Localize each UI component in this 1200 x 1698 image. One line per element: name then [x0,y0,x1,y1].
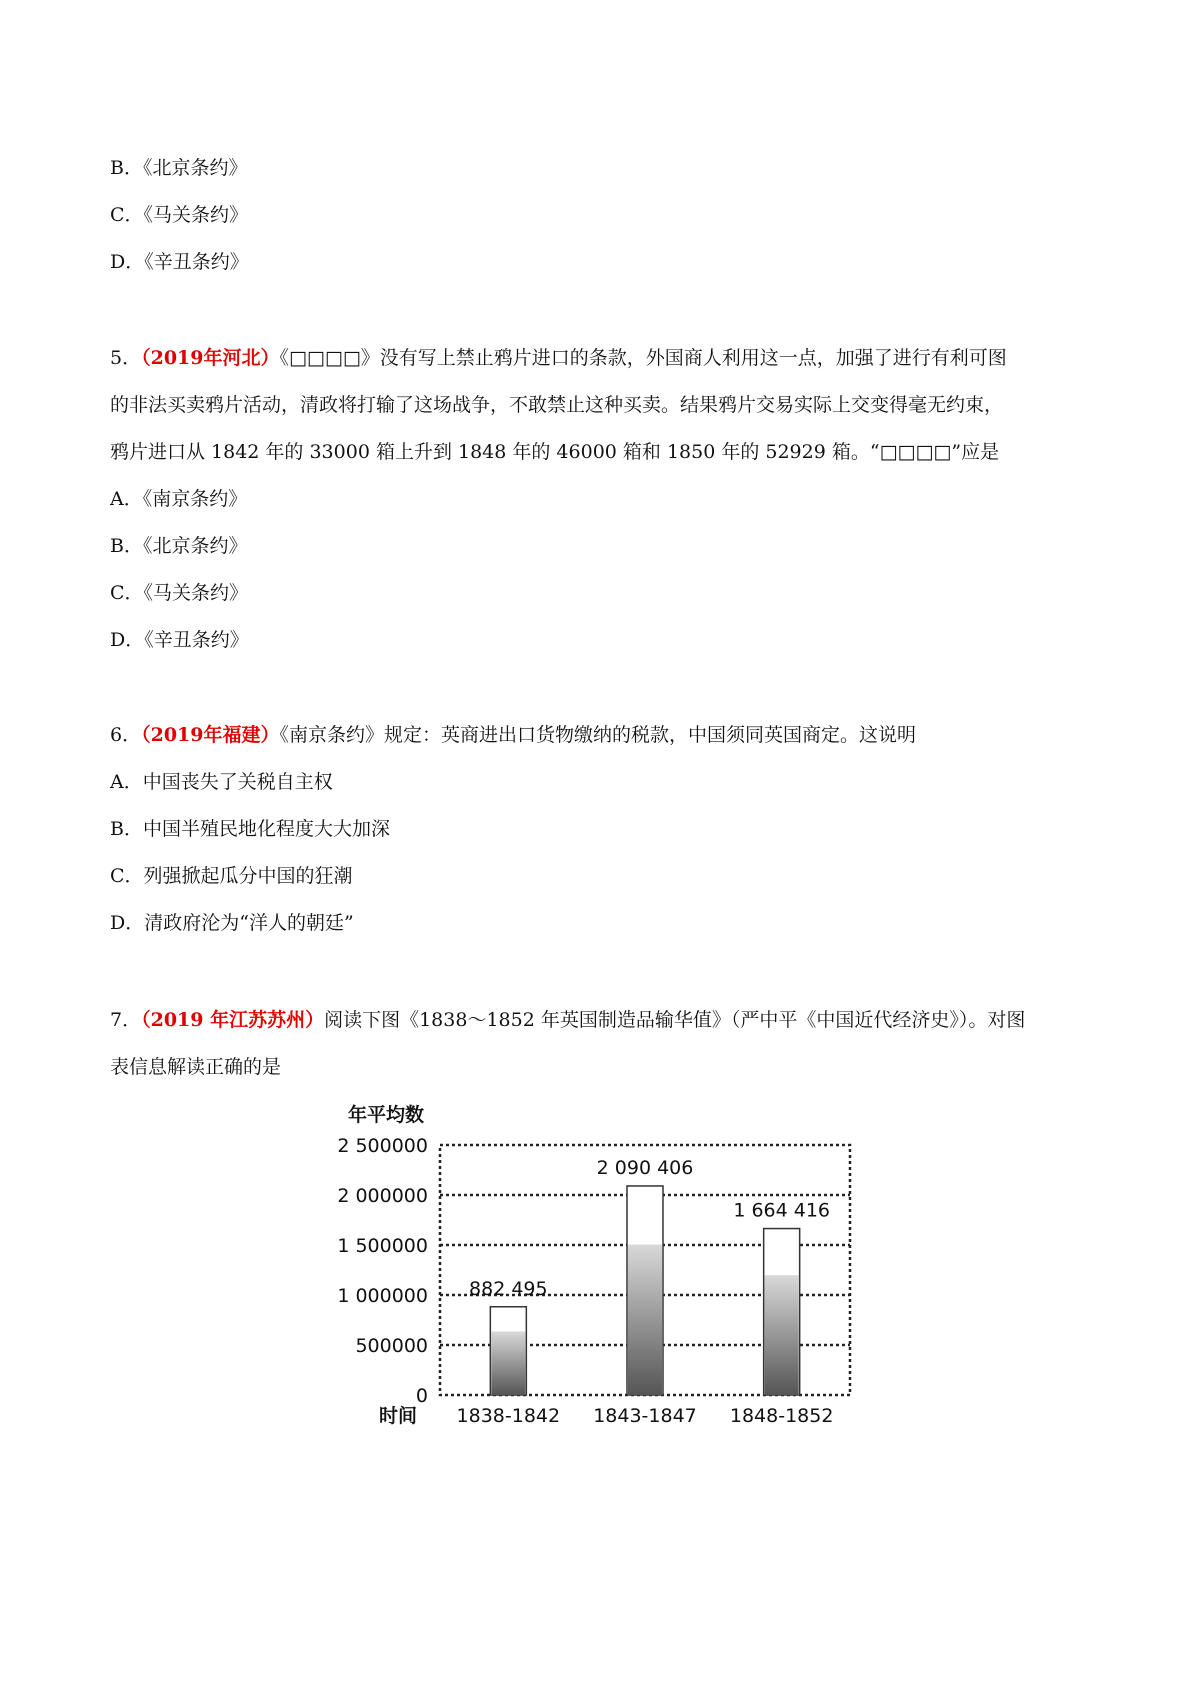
q6-option-d: D．清政府沦为“洋人的朝廷” [110,912,354,934]
q5-stem-line1 [110,345,1007,371]
bar-fill [491,1331,525,1395]
q6-option-c: C．列强掀起瓜分中国的狂潮 [110,865,353,887]
q7-text-1: 阅读下图《1838～1852 年英国制造品输华值》（严中平《中国近代经济史》）。对图 [324,1009,1026,1031]
q5-option-d: D．《辛丑条约》 [110,629,249,651]
x-tick-label: 1843-1847 [593,1405,697,1425]
y-tick-label: 2 500000 [337,1135,428,1157]
q7-stem-line1 [110,1007,1025,1033]
bar [490,1307,526,1395]
q5-option-c: C．《马关条约》 [110,582,249,604]
y-axis-title: 年平均数 [348,1104,425,1126]
q5-text-1: 《□□□□》没有写上禁止鸦片进口的条款，外国商人利用这一点，加强了进行有利可图 [279,347,1007,369]
bar-fill [765,1275,799,1395]
q5-stem-line3: 鸦片进口从 1842 年的 33000 箱上升到 1848 年的 46000 箱和 1850 年的 52929 箱。“□□□□”应是 [110,441,1000,463]
bar-fill [628,1244,662,1395]
q6-source: （2019年福建） [141,724,280,746]
q4-option-b: B．《北京条约》 [110,157,248,179]
value-label: 2 090 406 [596,1156,694,1179]
y-tick-label: 2 000000 [337,1185,428,1207]
q4-option-d: D．《辛丑条约》 [110,251,249,273]
q5-number: 5． [110,347,142,369]
q5-option-a: A．《南京条约》 [110,488,248,510]
q6-option-b: B．中国半殖民地化程度大大加深 [110,818,390,840]
y-tick-label: 1 000000 [337,1285,428,1307]
bar [627,1186,663,1395]
bar-chart [330,1095,870,1425]
y-tick-label: 1 500000 [337,1235,428,1257]
q4-option-c: C．《马关条约》 [110,204,249,226]
q6-number: 6． [110,724,142,746]
x-tick-label: 1838-1842 [456,1405,561,1425]
q6-text-1: 《南京条约》规定：英商进出口货物缴纳的税款，中国须同英国商定。这说明 [279,724,916,746]
q6-stem-line1 [110,722,916,748]
q5-stem-line2: 的非法买卖鸦片活动，清政将打输了这场战争，不敢禁止这种买卖。结果鸦片交易实际上交变得毫无约束， [110,394,1004,416]
value-label: 882 495 [469,1277,548,1300]
bar [764,1229,800,1395]
y-tick-label: 0 [415,1385,428,1407]
y-tick-label: 500000 [355,1335,428,1357]
q5-option-b: B．《北京条约》 [110,535,248,557]
q7-stem-line2: 表信息解读正确的是 [110,1056,282,1078]
q6-option-a: A．中国丧失了关税自主权 [110,771,333,793]
x-axis-title: 时间 [378,1405,418,1425]
q7-number: 7． [110,1009,142,1031]
q5-source: （2019年河北） [141,347,280,369]
value-label: 1 664 416 [733,1199,831,1222]
q7-source: （2019 年江苏苏州） [141,1009,325,1031]
x-tick-label: 1848-1852 [729,1405,834,1425]
